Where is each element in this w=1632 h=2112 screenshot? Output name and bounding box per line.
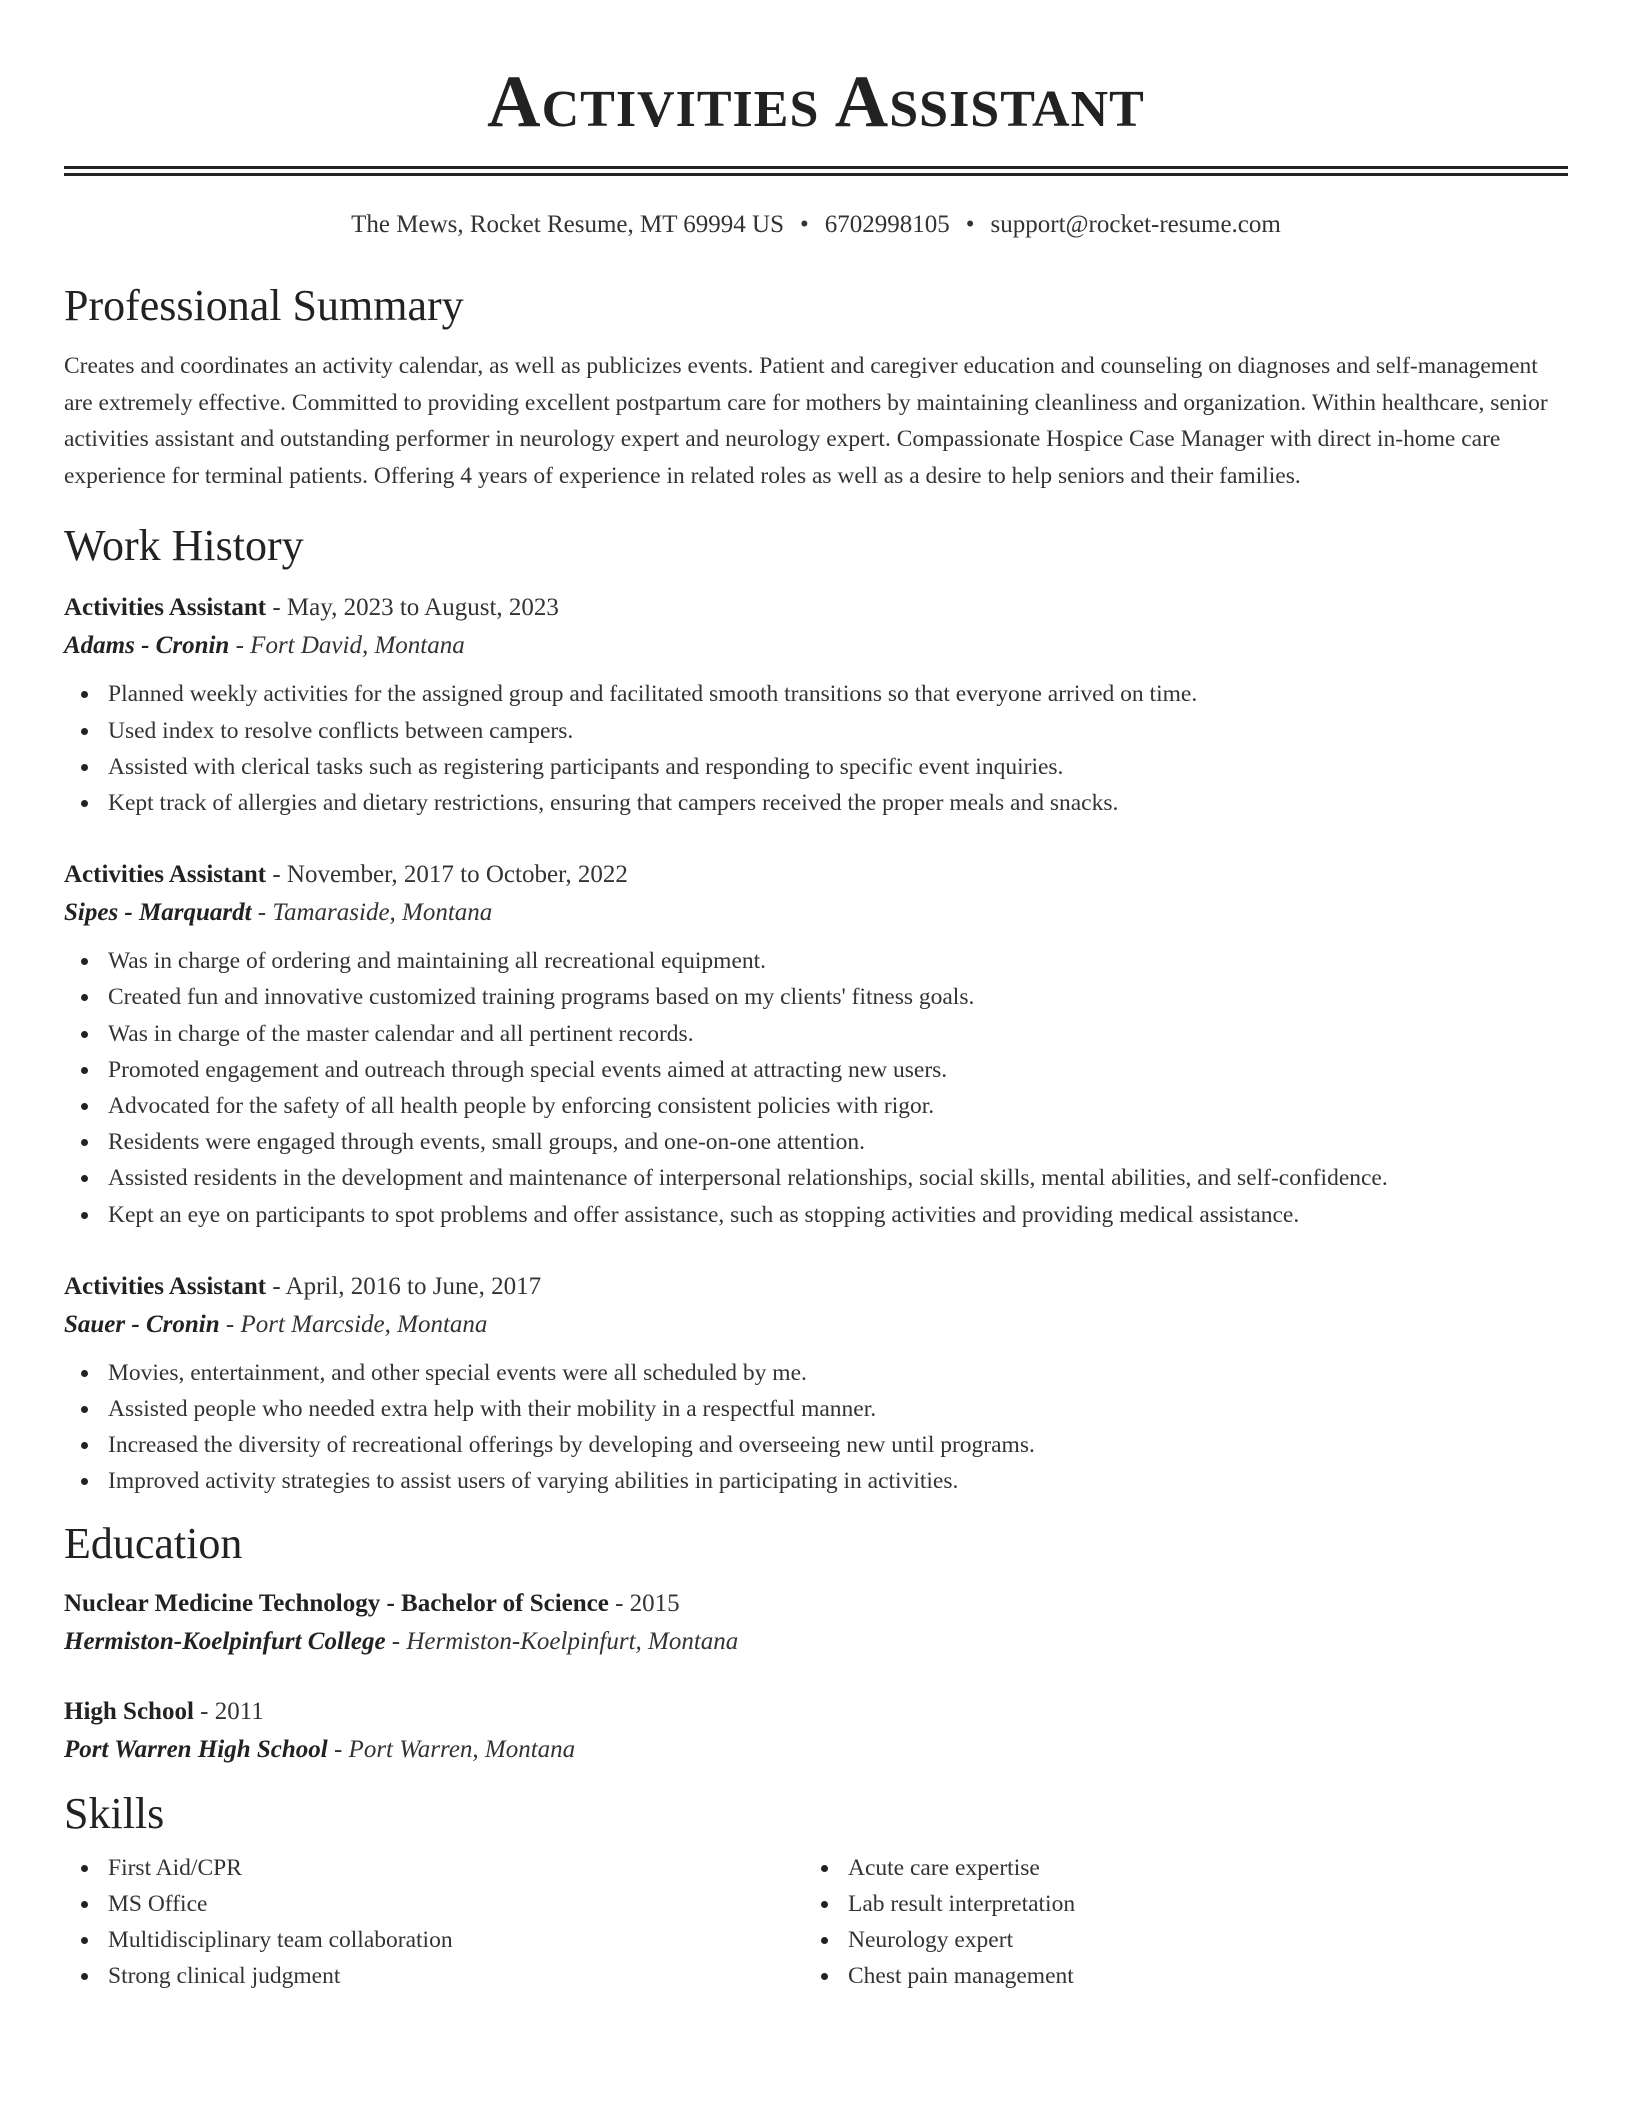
summary-heading: Professional Summary [64, 281, 464, 330]
school-line [64, 1734, 1568, 1766]
resume-title: Activities Assistant [487, 61, 1145, 143]
skill-item: First Aid/CPR [108, 1850, 804, 1886]
skills-heading: Skills [64, 1788, 165, 1838]
job-location: - Fort David, Montana [229, 632, 465, 660]
school-location: - Port Warren, Montana [327, 1735, 576, 1763]
job-duty-item: Residents were engaged through events, small groups, and one-on-one attention. [108, 1124, 1568, 1160]
school-location: - Hermiston-Koelpinfurt, Montana [385, 1627, 739, 1655]
contact-email: support@rocket-resume.com [990, 211, 1281, 238]
job-title: Activities Assistant [64, 594, 267, 622]
degree-line [64, 1588, 1568, 1620]
job-duties-list [64, 1355, 1568, 1500]
skill-item: MS Office [108, 1886, 804, 1922]
education-entry [64, 1696, 1568, 1766]
degree-year: - 2015 [608, 1589, 680, 1617]
job-employer-line [64, 630, 1568, 662]
skill-item: Chest pain management [848, 1958, 1544, 1994]
job-duty-item: Promoted engagement and outreach through special events aimed at attracting new users. [108, 1052, 1568, 1088]
contact-separator: • [965, 211, 975, 238]
job-duties-list [64, 943, 1568, 1233]
job-title-line [64, 592, 1568, 624]
job-duty-item: Was in charge of ordering and maintaining all recreational equipment. [108, 943, 1568, 979]
job-dates: - November, 2017 to October, 2022 [266, 861, 628, 889]
job-duty-item: Increased the diversity of recreational offerings by developing and overseeing new until programs. [108, 1427, 1568, 1463]
skills-columns [64, 1850, 1568, 1995]
job-title: Activities Assistant [64, 1272, 267, 1300]
degree-name: High School [64, 1697, 194, 1725]
job-duty-item: Assisted people who needed extra help with their mobility in a respectful manner. [108, 1391, 1568, 1427]
school-name: Hermiston-Koelpinfurt College [64, 1627, 386, 1655]
job-duty-item: Kept track of allergies and dietary restrictions, ensuring that campers received the proper meals and snacks. [108, 785, 1568, 821]
job-title-line [64, 1271, 1568, 1303]
job-duty-item: Assisted with clerical tasks such as registering participants and responding to specific event inquiries. [108, 749, 1568, 785]
job-duty-item: Advocated for the safety of all health people by enforcing consistent policies with rigor. [108, 1088, 1568, 1124]
job-location: - Tamaraside, Montana [251, 899, 493, 927]
job-duty-item: Used index to resolve conflicts between campers. [108, 713, 1568, 749]
title-divider [64, 166, 1568, 176]
skill-item: Neurology expert [848, 1922, 1544, 1958]
job-duty-item: Was in charge of the master calendar and all pertinent records. [108, 1016, 1568, 1052]
job-location: - Port Marcside, Montana [219, 1310, 488, 1338]
job-title-line [64, 859, 1568, 891]
job-entry [64, 859, 1568, 1233]
job-entry [64, 592, 1568, 821]
job-duty-item: Improved activity strategies to assist users of varying abilities in participating in activities. [108, 1463, 1568, 1499]
job-entry [64, 1271, 1568, 1500]
skill-item: Acute care expertise [848, 1850, 1544, 1886]
work-history-heading: Work History [64, 521, 304, 571]
job-company: Sauer - Cronin [64, 1310, 220, 1338]
skills-list-left [64, 1850, 804, 1995]
job-duty-item: Created fun and innovative customized training programs based on my clients' fitness goals. [108, 979, 1568, 1015]
school-line [64, 1626, 1568, 1658]
job-title: Activities Assistant [64, 861, 267, 889]
job-duty-item: Assisted residents in the development and maintenance of interpersonal relationships, social skills, mental abilities, and self-confidence. [108, 1160, 1568, 1196]
job-duty-item: Kept an eye on participants to spot problems and offer assistance, such as stopping activities and providing medical assistance. [108, 1197, 1568, 1233]
job-duties-list [64, 676, 1568, 821]
contact-address: The Mews, Rocket Resume, MT 69994 US [351, 211, 784, 238]
skill-item: Strong clinical judgment [108, 1958, 804, 1994]
summary-text: Creates and coordinates an activity calendar, as well as publicizes events. Patient and caregiver education and counseling on diagnoses and self-management are extremely effective. Committed to providing excellent postpartum care for mothers by maintaining cleanliness and organization. Within healthcare, senior activities assistant and outstanding performer in neurology expert and neurology expert. Compassionate Hospice Case Manager with direct in-home care experience for terminal patients. Offering 4 years of experience in related roles as well as a desire to help seniors and their families. [64, 353, 1548, 489]
skill-item: Multidisciplinary team collaboration [108, 1922, 804, 1958]
degree-line [64, 1696, 1568, 1728]
skill-item: Lab result interpretation [848, 1886, 1544, 1922]
job-dates: - April, 2016 to June, 2017 [266, 1272, 542, 1300]
degree-name: Nuclear Medicine Technology - Bachelor of Science [64, 1589, 609, 1617]
job-employer-line [64, 1309, 1568, 1341]
education-entry [64, 1588, 1568, 1658]
contact-line [64, 210, 1568, 240]
degree-year: - 2011 [193, 1697, 264, 1725]
education-heading: Education [64, 1518, 243, 1568]
school-name: Port Warren High School [64, 1735, 328, 1763]
job-employer-line [64, 897, 1568, 929]
contact-phone: 6702998105 [824, 211, 950, 238]
skills-list-right [804, 1850, 1544, 1995]
job-duty-item: Planned weekly activities for the assigned group and facilitated smooth transitions so that everyone arrived on time. [108, 676, 1568, 712]
contact-separator: • [800, 211, 809, 238]
job-dates: - May, 2023 to August, 2023 [266, 594, 559, 622]
job-company: Sipes - Marquardt [64, 899, 252, 927]
job-company: Adams - Cronin [64, 632, 230, 660]
job-duty-item: Movies, entertainment, and other special events were all scheduled by me. [108, 1355, 1568, 1391]
